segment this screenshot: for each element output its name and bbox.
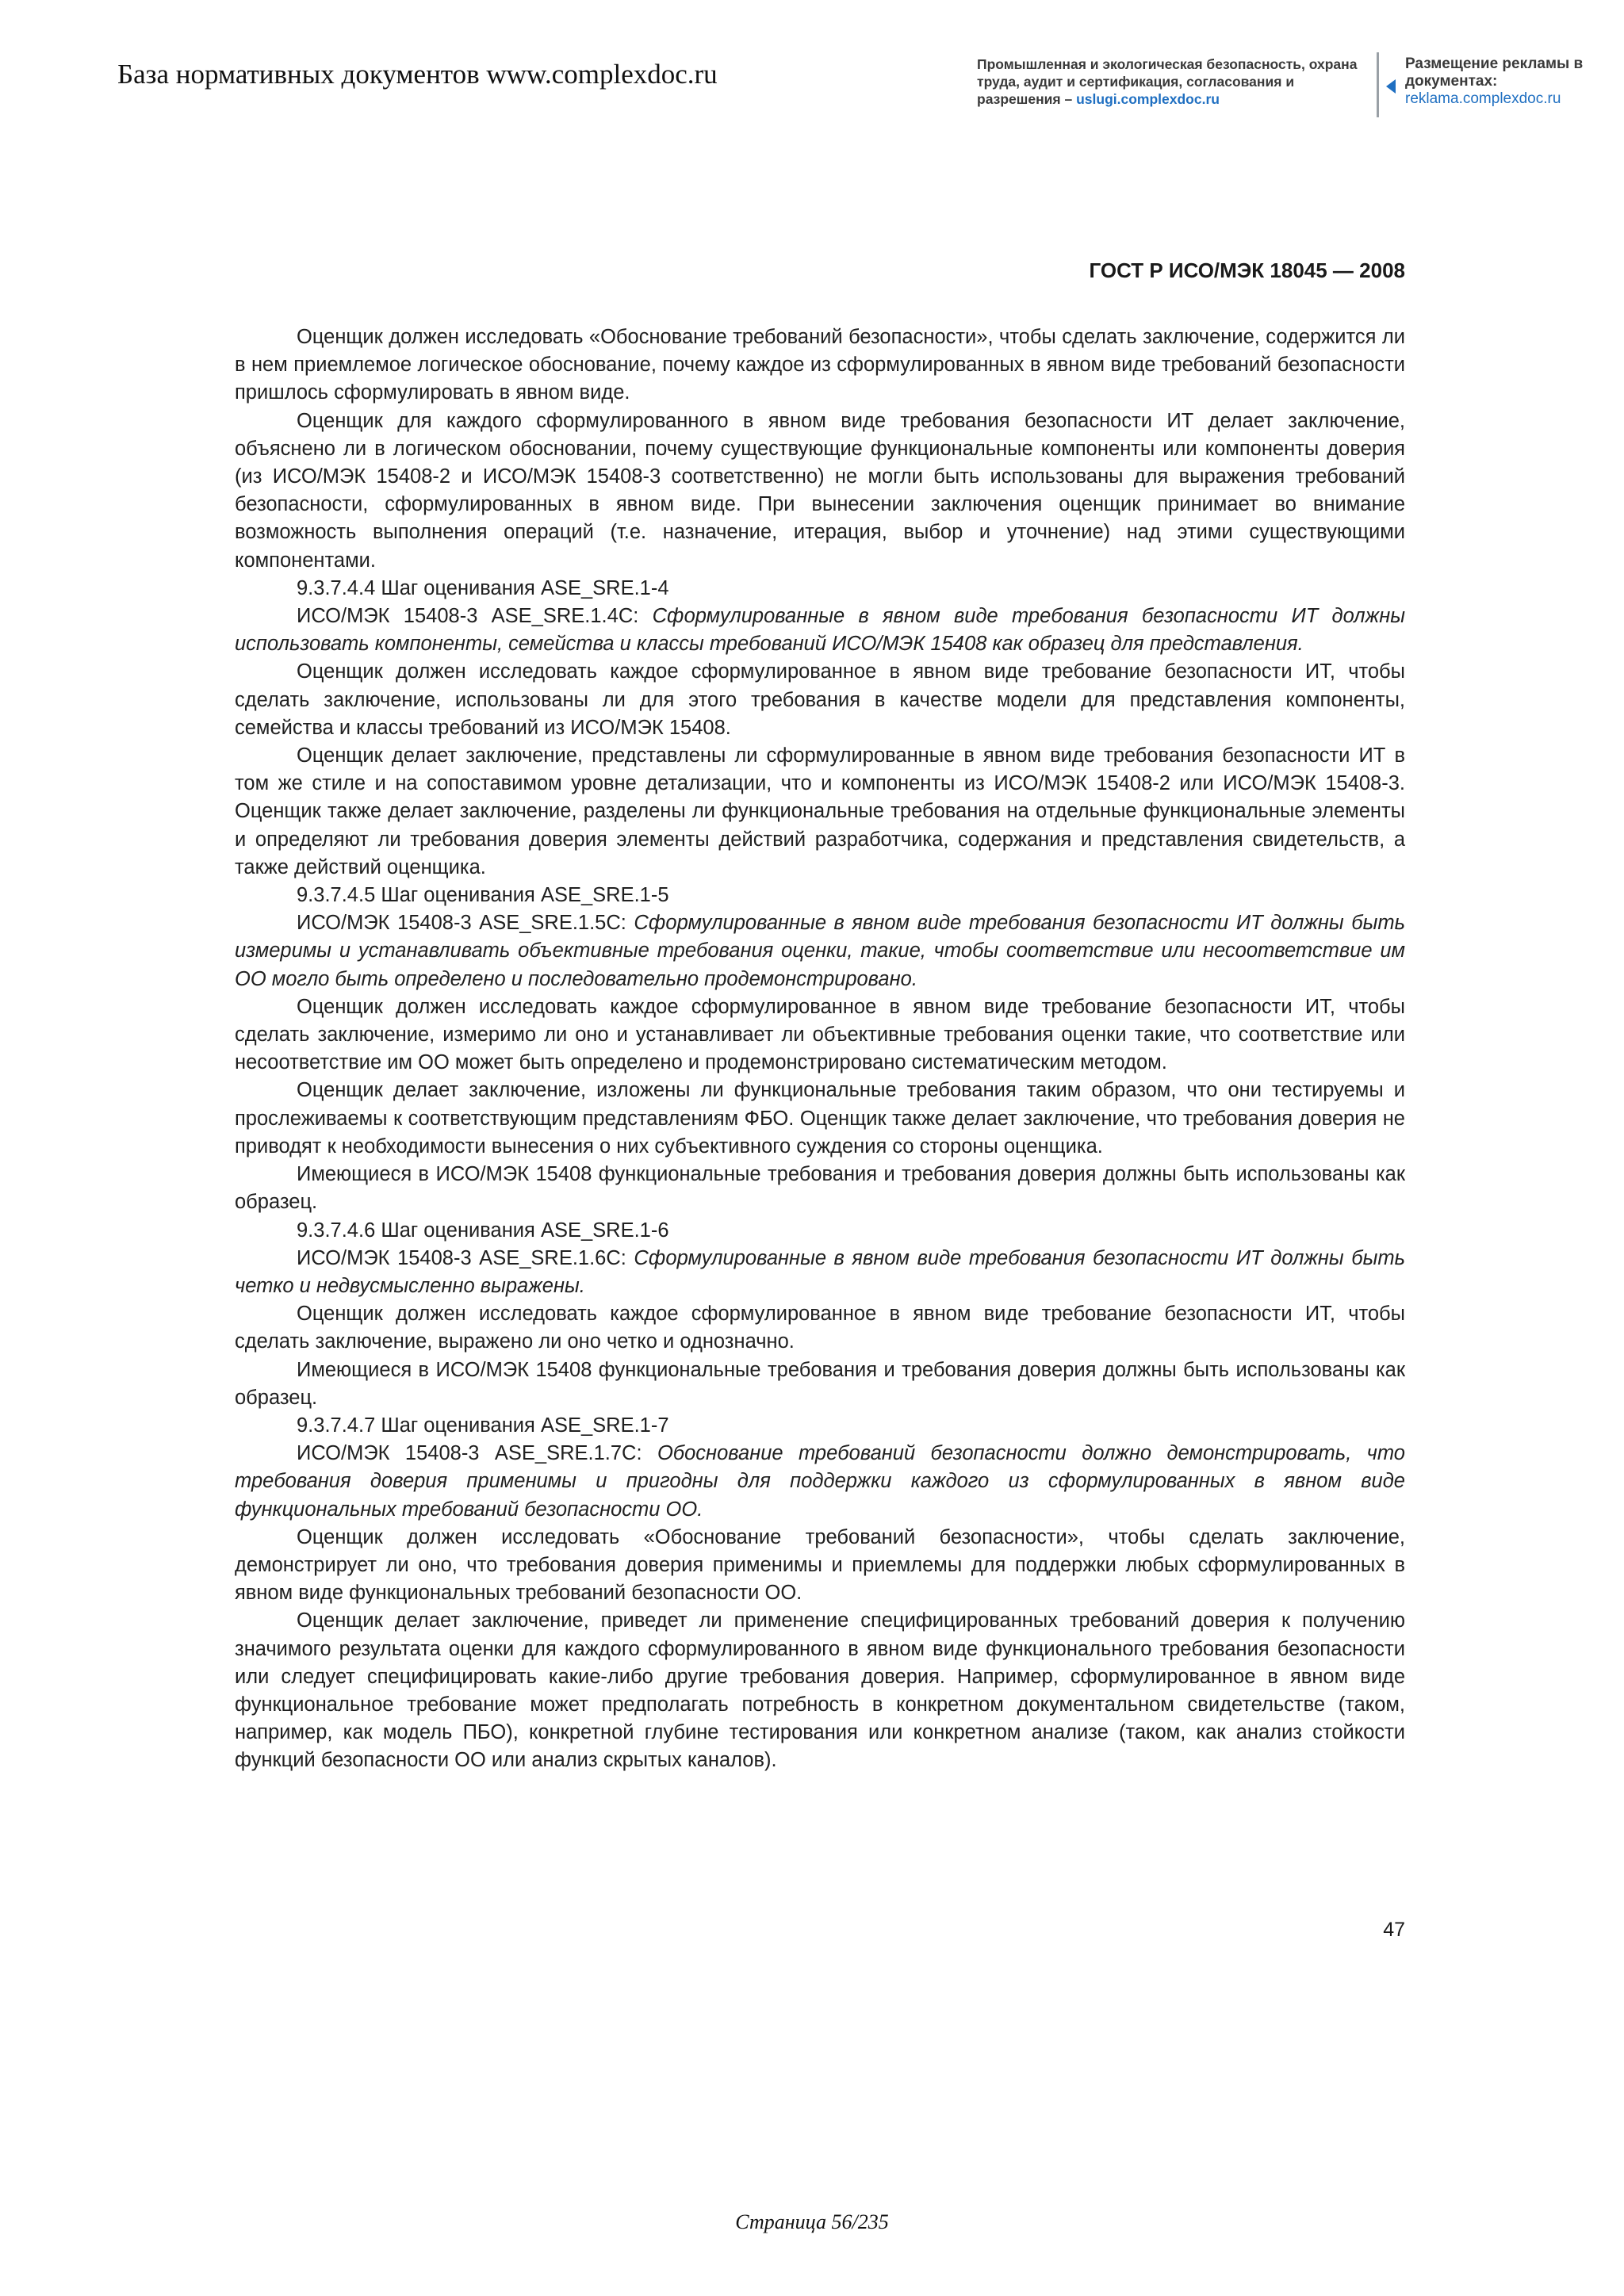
paragraph [235,742,1405,882]
paragraph [235,603,1405,658]
ads-notice [1405,55,1595,108]
services-link[interactable]: uslugi.complexdoc.ru [1076,91,1220,107]
paragraph-text: Оценщик делает заключение, приведет ли применение специфицированных требований доверия к получению значимого результата оценки для каждого сформулированного в явном виде функционального требования безопасности или следует специфицировать какие-либо другие требования доверия. Например, сформулированное в явном виде функциональное требование может предполагать потребность в конкретном документальном свидетельстве (таком, например, как модель ПБО), конкретной глубине тестирования или конкретном анализе (таком, как анализ стойкости функций безопасности ОО или анализ скрытых каналов). [235,1609,1405,1772]
paragraph [235,408,1405,575]
page-number: 47 [1383,1919,1405,1941]
paragraph-text: Оценщик должен исследовать «Обоснование требований безопасности», чтобы сделать заключение, содержится ли в нем приемлемое логическое обоснование, почему каждое из сформулированных в явном виде требований безопасности пришлось сформулировать в явном виде. [235,326,1405,404]
ads-text: Размещение рекламы в документах: [1405,55,1584,90]
paragraph-text: Оценщик для каждого сформулированного в явном виде требования безопасности ИТ делает заключение, объяснено ли в логическом обосновании, почему существующие функциональные компоненты или компоненты доверия (из ИСО/МЭК 15408-2 и ИСО/МЭК 15408-3 соответственно) не могли быть использованы для выражения требований безопасности, сформулированных в явном виде. При вынесении заключения оценщик принимает во внимание возможность выполнения операций (т.е. назначение, итерация, выбор и уточнение) над этими существующими компонентами. [235,409,1405,572]
paragraph [235,1607,1405,1774]
page-footer: Страница 56/235 [735,2210,889,2233]
paragraph [235,658,1405,742]
paragraph-text: Оценщик должен исследовать каждое сформулированное в явном виде требование безопасности ИТ, чтобы сделать заключение, использованы ли для этого требования в качестве модели для представления компоненты, семейства и классы требований из ИСО/МЭК 15408. [235,660,1405,739]
paragraph-italic-text: Сформулированные в явном виде требования безопасности ИТ должны быть четко и недвусмысленно выражены. [235,1246,1405,1297]
ads-link[interactable]: reklama.complexdoc.ru [1405,90,1561,107]
paragraph [235,1357,1405,1412]
paragraph-text: 9.3.7.4.5 Шаг оценивания ASE_SRE.1-5 [297,884,669,907]
paragraph [235,1245,1405,1300]
paragraph-text: Оценщик должен исследовать каждое сформулированное в явном виде требование безопасности ИТ, чтобы сделать заключение, измеримо ли оно и устанавливает ли объективные требования оценки такие, что соответствие или несоответствие им ОО может быть определено и продемонстрировано систематическим методом. [235,995,1405,1074]
paragraph-italic-text: Сформулированные в явном виде требования безопасности ИТ должны использовать компоненты, семейства и классы требований ИСО/МЭК 15408 как образец для представления. [235,605,1405,656]
services-text: Промышленная и экологическая безопасность, охрана труда, аудит и сертификация, согласования и разрешения – [977,56,1358,107]
paragraph [235,1524,1405,1608]
paragraph-text: Оценщик должен исследовать каждое сформулированное в явном виде требование безопасности ИТ, чтобы сделать заключение, выражено ли оно четко и однозначно. [235,1303,1405,1353]
paragraph [235,909,1405,993]
paragraph-text: 9.3.7.4.4 Шаг оценивания ASE_SRE.1-4 [297,576,669,599]
paragraph [235,1412,1405,1440]
paragraph-text: ИСО/МЭК 15408-3 ASE_SRE.1.7C: [297,1442,657,1465]
paragraph [235,575,1405,603]
paragraph [235,1440,1405,1524]
paragraph [235,1161,1405,1216]
paragraph [235,1217,1405,1245]
paragraph-italic-text: Сформулированные в явном виде требования безопасности ИТ должны быть измеримы и устанавливать объективные требования оценки, такие, чтобы соответствие или несоответствие им ОО могло быть определено и последовательно продемонстрировано. [235,912,1405,990]
site-title: База нормативных документов www.complexdoc.ru [117,59,718,90]
document-body [235,323,1405,1775]
paragraph-text: ИСО/МЭК 15408-3 ASE_SRE.1.5C: [297,912,634,935]
paragraph [235,882,1405,909]
paragraph-text: ИСО/МЭК 15408-3 ASE_SRE.1.4C: [297,605,653,628]
paragraph [235,993,1405,1077]
paragraph-text: Оценщик делает заключение, изложены ли функциональные требования таким образом, что они тестируемы и прослеживаемы к соответствующим представлениям ФБО. Оценщик также делает заключение, что требования доверия не приводят к необходимости вынесения о них субъективного суждения со стороны оценщика. [235,1079,1405,1158]
paragraph [235,323,1405,408]
paragraph-text: 9.3.7.4.7 Шаг оценивания ASE_SRE.1-7 [297,1414,669,1437]
paragraph-text: ИСО/МЭК 15408-3 ASE_SRE.1.6C: [297,1246,634,1269]
paragraph [235,1077,1405,1161]
paragraph-italic-text: Обоснование требований безопасности должно демонстрировать, что требования доверия применимы и пригодны для поддержки каждого из сформулированных в явном виде функциональных требований безопасности ОО. [235,1442,1405,1521]
paragraph-text: Имеющиеся в ИСО/МЭК 15408 функциональные требования и требования доверия должны быть использованы как образец. [235,1163,1405,1214]
paragraph-text: Имеющиеся в ИСО/МЭК 15408 функциональные требования и требования доверия должны быть использованы как образец. [235,1358,1405,1409]
services-notice [977,55,1365,108]
paragraph-text: 9.3.7.4.6 Шаг оценивания ASE_SRE.1-6 [297,1219,669,1242]
paragraph [235,1300,1405,1356]
paragraph-text: Оценщик делает заключение, представлены ли сформулированные в явном виде требования безопасности ИТ в том же стиле и на сопоставимом уровне детализации, что и компоненты из ИСО/МЭК 15408-2 или ИСО/МЭК 15408-3. Оценщик также делает заключение, разделены ли функциональные требования на отдельные функциональные элементы и определяют ли требования доверия элементы действий разработчика, содержания и представления свидетельств, а также действий оценщика. [235,744,1405,878]
paragraph-text: Оценщик должен исследовать «Обоснование требований безопасности», чтобы сделать заключение, демонстрирует ли оно, что требования доверия применимы и приемлемы для поддержки любых сформулированных в явном виде функциональных требований безопасности ОО. [235,1525,1405,1605]
header-divider [1377,52,1379,117]
arrow-left-icon [1386,79,1396,94]
document-code: ГОСТ Р ИСО/МЭК 18045 — 2008 [1089,258,1405,282]
